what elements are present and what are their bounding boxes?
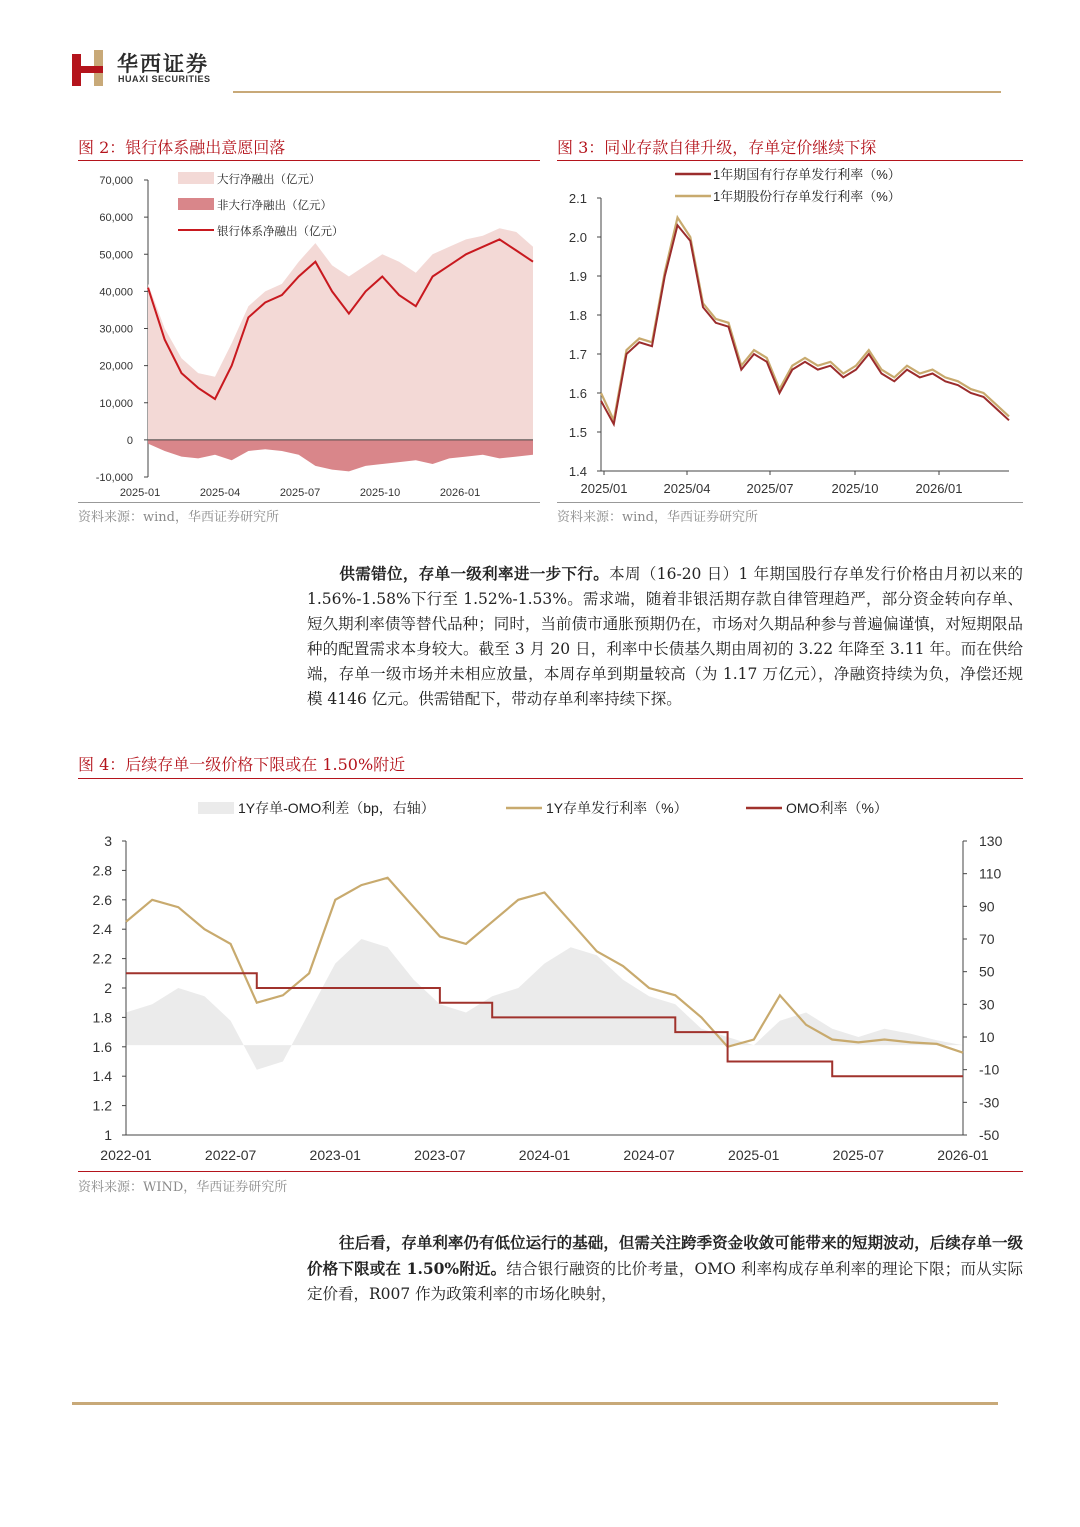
fig4-y-right-tick-label: 10 [979,1029,995,1045]
fig2-y-tick-label: 40,000 [99,286,133,299]
paragraph-body: 本周（16-20 日）1 年期国股行存单发行价格由月初以来的 1.56%-1.58%下行至 1.52%-1.53%。需求端，随着非银活期存款自律管理趋严，部分资金转向存单、短久期利率债等替代品种；同时，当前债市通胀预期仍在，市场对久期品种参与普遍偏谨慎，对短期限品种的配置需求本身较大。截至 3 月 20 日，利率中长债基久期由周初的 3.22 年降至 3.11 年。而在供给端，存单一级市场并未相应放量，本周存单到期量较高（为 1.17 万亿元），净融资持续为负，净偿还规模 4146 亿元。供需错配下，带动存单利率持续下探。 [307,565,1023,708]
fig4-y-left-tick-label: 1.2 [92,1097,112,1114]
fig4-y-left-tick-label: 1 [104,1127,112,1143]
fig4-y-right-tick-label: 50 [979,963,995,980]
fig2-x-tick-label: 2025-01 [119,487,161,499]
fig4-y-left-tick-label: 2.8 [92,862,112,879]
fig4-x-tick-label: 2023-01 [309,1147,361,1163]
fig4-legend-swatch [198,802,234,814]
fig2-bottom-rule [78,502,540,503]
fig4-x-tick-label: 2022-01 [100,1147,152,1163]
fig2-y-tick-label: 50,000 [99,249,133,262]
fig2-y-tick-label: 20,000 [99,360,133,373]
fig3-y-tick-label: 2.0 [568,230,587,245]
fig2-x-tick-label: 2025-10 [359,487,401,499]
fig4-y-left-tick-label: 3 [104,833,112,849]
fig4-y-left-tick-label: 2.2 [92,950,112,967]
fig4-x-tick-label: 2024-01 [518,1147,571,1163]
fig4-y-left-tick-label: 1.4 [92,1068,112,1085]
fig2-area-big-banks [148,228,533,440]
fig4-legend-label: 1Y存单-OMO利差（bp，右轴） [238,800,435,816]
fig4-y-left-tick-label: 1.6 [92,1038,112,1055]
fig4-y-left-tick-label: 1.8 [92,1009,112,1026]
fig4-y-left-tick-label: 2.6 [92,891,112,908]
footer-divider [72,1402,998,1405]
fig2-x-tick-label: 2025-04 [199,487,241,499]
fig3-x-tick-label: 2025/01 [580,481,628,496]
fig4-title-rule [78,778,1023,779]
fig4-bottom-rule [78,1171,1023,1172]
fig2-y-tick-label: 30,000 [99,323,133,336]
fig3-title: 图 3：同业存款自律升级，存单定价继续下探 [557,138,877,157]
fig3-x-tick-label: 2026/01 [915,481,963,496]
fig4-y-right-tick-label: 70 [979,931,995,947]
fig2-area-non-big-banks [148,440,533,472]
fig2-y-tick-label: 60,000 [99,212,133,225]
fig2-x-tick-label: 2025-07 [279,487,321,499]
fig4-y-right-tick-label: -30 [979,1094,1000,1111]
fig4-x-tick-label: 2025-01 [728,1147,780,1163]
company-name-cn: 华西证券 [117,51,209,76]
fig4-legend-label: 1Y存单发行利率（%） [546,800,688,816]
fig3-title-rule [557,160,1023,161]
fig3-x-tick-label: 2025/10 [831,481,879,496]
company-name-en: HUAXI SECURITIES [118,74,211,84]
fig4-y-right-tick-label: 90 [979,898,995,915]
fig2-y-tick-label: 0 [126,434,133,447]
fig2-title: 图 2：银行体系融出意愿回落 [78,138,286,157]
paragraph-lead: 供需错位，存单一级利率进一步下行。 [339,564,610,583]
fig4-area-spread [126,939,963,1070]
fig4-y-right-tick-label: -50 [979,1127,1000,1143]
fig4-source: 资料来源：WIND，华西证券研究所 [78,1180,288,1195]
fig3-line-series-0 [601,225,1009,424]
fig3-y-tick-label: 1.7 [568,347,587,362]
fig3-legend-label: 1年期国有行存单发行利率（%） [713,167,901,182]
paragraph-supply-demand [307,561,1023,712]
fig4-y-right-tick-label: -10 [979,1061,1000,1078]
fig2-y-tick-label: -10,000 [95,472,133,484]
page-header [0,0,1080,100]
fig4-y-right-tick-label: 130 [979,833,1003,849]
fig2-source: 资料来源：wind，华西证券研究所 [78,510,279,525]
paragraph-outlook [307,1230,1023,1307]
fig4-x-tick-label: 2023-07 [414,1147,466,1163]
fig4-x-tick-label: 2026-01 [937,1147,989,1163]
header-divider [233,91,1001,93]
fig3-y-tick-label: 1.5 [568,425,587,440]
fig3-y-tick-label: 2.1 [568,191,587,206]
fig4-x-tick-label: 2025-07 [832,1147,885,1163]
fig2-legend-label: 非大行净融出（亿元） [217,200,332,212]
fig3-y-tick-label: 1.9 [568,269,587,284]
fig2-y-tick-label: 10,000 [99,397,133,410]
fig4-chart [78,782,1023,1170]
huaxi-logo-icon [72,50,106,86]
fig3-y-tick-label: 1.4 [568,464,587,479]
fig4-legend-label: OMO利率（%） [786,800,888,816]
fig4-y-left-tick-label: 2.4 [92,921,112,938]
fig3-line-series-1 [601,218,1009,421]
fig4-title: 图 4：后续存单一级价格下限或在 1.50%附近 [78,755,406,774]
fig2-x-tick-label: 2026-01 [439,487,481,499]
fig4-y-left-tick-label: 2 [104,980,112,996]
paragraph-lead: 往后看，存单利率仍有低位运行的基础，但需关注跨季资金收敛可能带来的短期波动，后续存单一级价格下限或在 1.50%附近。 [307,1233,1023,1278]
fig4-y-right-tick-label: 110 [979,865,1002,882]
fig2-legend-label: 大行净融出（亿元） [217,174,321,186]
fig4-x-tick-label: 2024-07 [623,1147,675,1163]
fig3-source: 资料来源：wind，华西证券研究所 [557,510,758,525]
fig2-legend-swatch [178,172,214,184]
fig2-y-tick-label: 70,000 [99,175,133,187]
fig2-chart [78,164,540,500]
fig4-y-right-tick-label: 30 [979,996,995,1013]
fig4-x-tick-label: 2022-07 [204,1147,257,1163]
fig3-x-tick-label: 2025/07 [746,481,794,496]
fig2-title-rule [78,160,540,161]
fig3-chart [557,164,1023,500]
fig3-x-tick-label: 2025/04 [663,481,711,496]
fig2-legend-label: 银行体系净融出（亿元） [217,226,344,238]
fig3-y-tick-label: 1.6 [568,386,587,401]
fig3-legend-label: 1年期股份行存单发行利率（%） [713,189,901,204]
paragraph-body: 结合银行融资的比价考量，OMO 利率构成存单利率的理论下限；而从实际定价看，R007 作为政策利率的市场化映射， [307,1260,1023,1303]
fig3-y-tick-label: 1.8 [568,308,587,323]
fig3-bottom-rule [557,502,1023,503]
fig2-legend-swatch [178,198,214,210]
